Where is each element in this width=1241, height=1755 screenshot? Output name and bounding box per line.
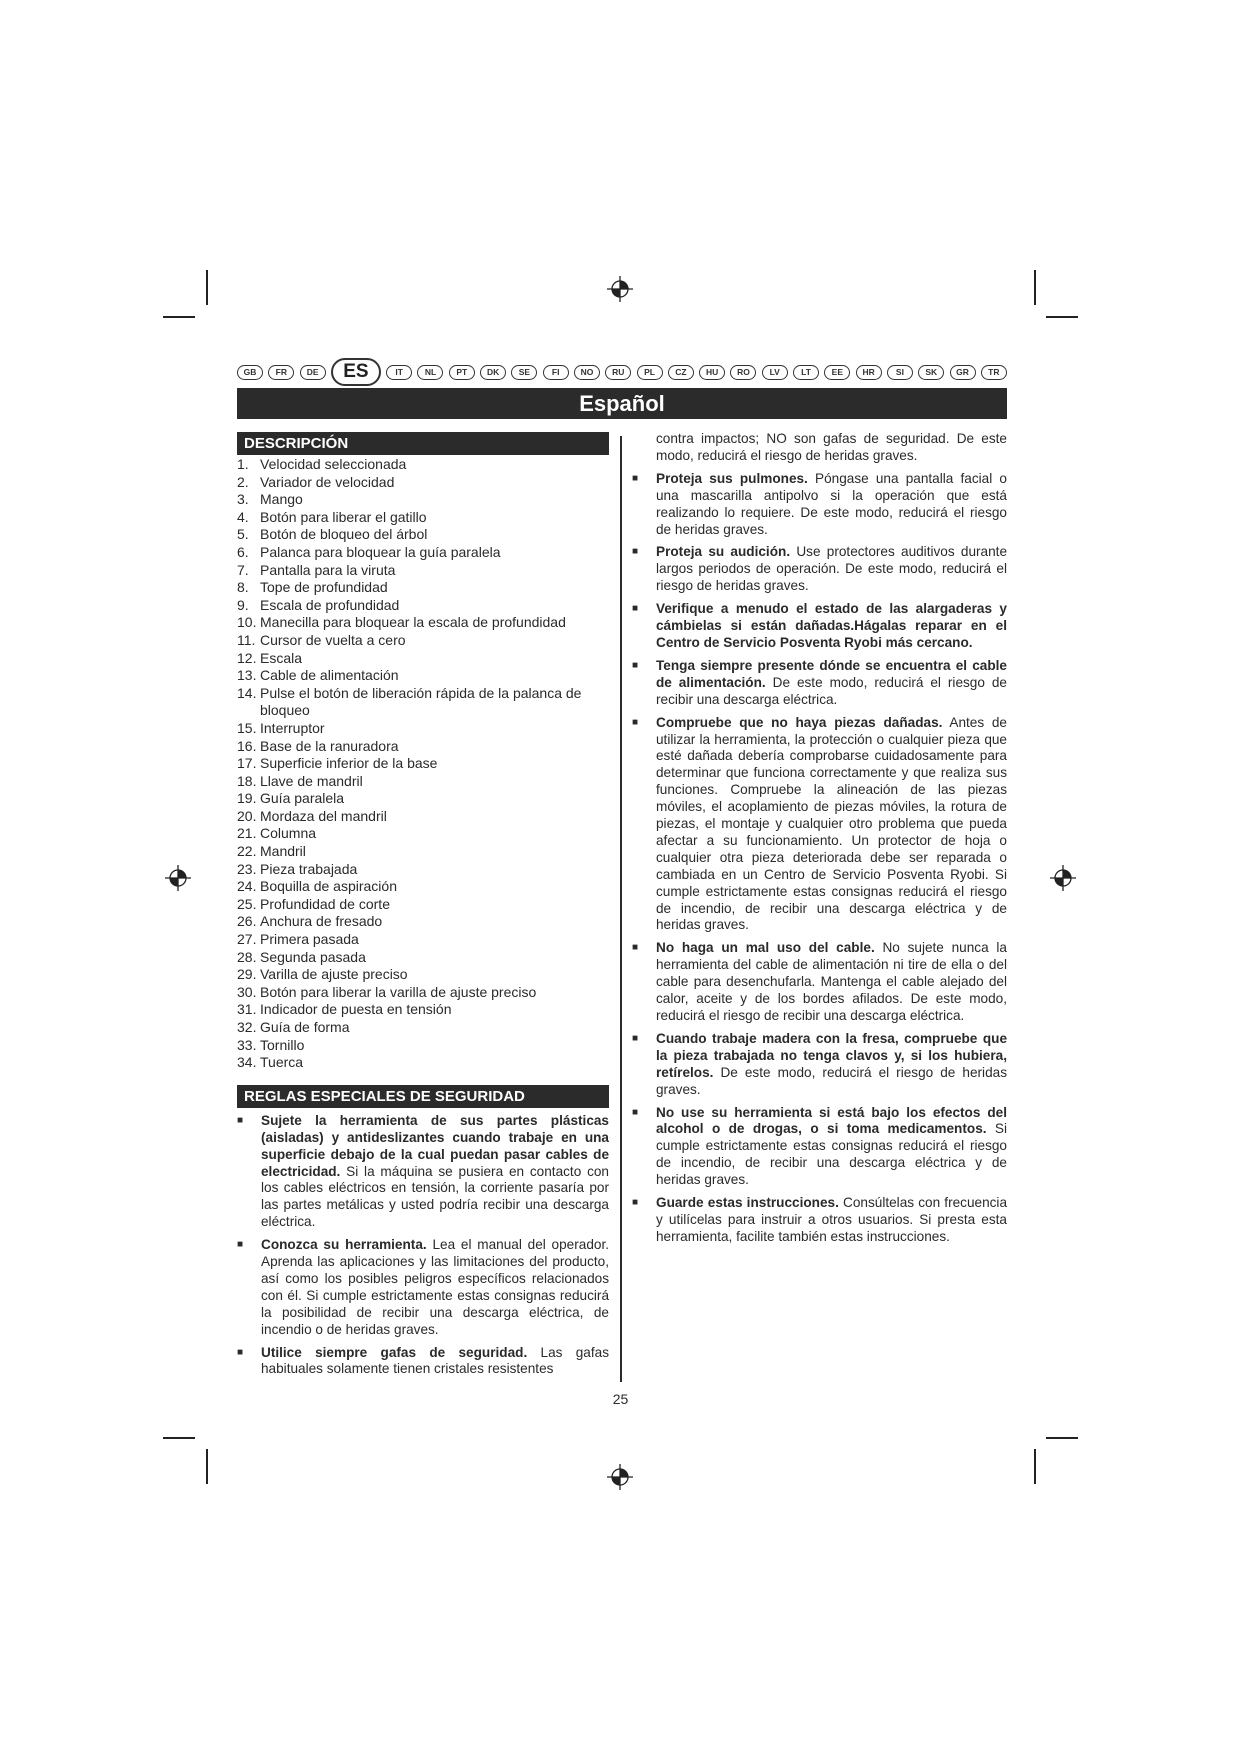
page-number: 25 bbox=[612, 1391, 629, 1407]
safety-rules-right bbox=[632, 471, 1007, 1246]
language-badge-de: DE bbox=[300, 365, 326, 380]
list-item bbox=[237, 913, 609, 931]
item-label: Tope de profundidad bbox=[260, 579, 388, 596]
registration-crosshair-icon bbox=[165, 865, 191, 891]
square-bullet-icon: ■ bbox=[632, 942, 639, 954]
rule-body: Antes de utilizar la herramienta, la protección o cualquier pieza que esté dañada debería comprobarse cuidadosamente para determinar que funciona correctamente y que realiza sus funciones. Compruebe la alineación de las piezas móviles, el acoplamiento de piezas móviles, la rotura de piezas, el montaje y cualquier otro problema que pueda afectar a su funcionamiento. Un protector de hoja o cualquier otra pieza deteriorada debe ser reparada o cambiada en un Centro de Servicio Posventa Ryobi. Si cumple estrictamente estas consignas reducirá el riesgo de incendio, de recibir una descarga eléctrica y de heridas graves. bbox=[656, 714, 1007, 933]
safety-rule bbox=[632, 715, 1007, 935]
language-badge-no: NO bbox=[574, 365, 600, 380]
item-label: Base de la ranuradora bbox=[260, 737, 399, 754]
language-badge-pl: PL bbox=[637, 365, 663, 380]
item-label: Pantalla para la viruta bbox=[260, 561, 396, 578]
item-label: Llave de mandril bbox=[260, 772, 363, 789]
item-number: 7. bbox=[237, 561, 249, 578]
list-item bbox=[237, 544, 609, 562]
safety-rule bbox=[237, 1237, 609, 1338]
item-label: Variador de velocidad bbox=[260, 473, 395, 490]
item-number: 22. bbox=[237, 843, 257, 860]
item-label: Columna bbox=[260, 825, 317, 842]
item-number: 29. bbox=[237, 966, 257, 983]
item-label: Tuerca bbox=[260, 1054, 304, 1071]
item-number: 17. bbox=[237, 755, 257, 772]
item-label: Anchura de fresado bbox=[260, 913, 383, 930]
language-badge-sk: SK bbox=[918, 365, 944, 380]
item-label: Palanca para bloquear la guía paralela bbox=[260, 543, 501, 560]
rule-lead: Utilice siempre gafas de seguridad. bbox=[261, 1344, 528, 1360]
item-label: Mandril bbox=[260, 843, 306, 860]
list-item bbox=[237, 843, 609, 861]
page-title: Español bbox=[237, 388, 1007, 419]
item-label: Pieza trabajada bbox=[260, 860, 358, 877]
rule-lead: Conozca su herramienta. bbox=[261, 1237, 427, 1253]
item-number: 20. bbox=[237, 807, 257, 824]
list-item bbox=[237, 878, 609, 896]
item-label: Botón de bloqueo del árbol bbox=[260, 526, 428, 543]
registration-crosshair-icon bbox=[607, 1464, 633, 1490]
list-item bbox=[237, 456, 609, 474]
list-item bbox=[237, 562, 609, 580]
language-badge-hu: HU bbox=[699, 365, 725, 380]
crop-mark bbox=[206, 1449, 208, 1484]
square-bullet-icon: ■ bbox=[237, 1346, 244, 1358]
square-bullet-icon: ■ bbox=[632, 546, 639, 558]
list-item bbox=[237, 632, 609, 650]
rule-text bbox=[656, 471, 1007, 539]
item-label: Botón para liberar el gatillo bbox=[260, 508, 427, 525]
crop-mark bbox=[1046, 1437, 1078, 1439]
item-number: 19. bbox=[237, 790, 257, 807]
item-number: 4. bbox=[237, 508, 249, 525]
registration-crosshair-icon bbox=[1050, 865, 1076, 891]
language-badge-ru: RU bbox=[605, 365, 631, 380]
language-badge-it: IT bbox=[386, 365, 412, 380]
language-selector bbox=[237, 358, 1007, 386]
rule-body: No sujete nunca la herramienta del cable de alimentación ni tire de ella o del cable para desenchufarla. Mantenga el cable alejado del calor, aceite y de los bordes afilados. De este modo, reducirá el riesgo de recibir una descarga eléctrica. bbox=[656, 940, 1007, 1023]
item-number: 1. bbox=[237, 456, 249, 472]
list-item bbox=[237, 738, 609, 756]
item-number: 27. bbox=[237, 931, 257, 948]
item-label: Escala de profundidad bbox=[260, 596, 400, 613]
rule-text bbox=[261, 1345, 609, 1379]
language-badge-pt: PT bbox=[449, 365, 475, 380]
crop-mark bbox=[163, 1437, 195, 1439]
item-label: Interruptor bbox=[260, 719, 325, 736]
rule-lead: Cuando trabaje madera con la fresa, compruebe que la pieza trabajada no tenga clavos y, si los hubiera, retírelos. bbox=[656, 1030, 1007, 1080]
item-number: 24. bbox=[237, 878, 257, 895]
crop-mark bbox=[1034, 270, 1036, 305]
item-label: Segunda pasada bbox=[260, 948, 366, 965]
item-label: Cable de alimentación bbox=[260, 667, 399, 684]
item-label: Profundidad de corte bbox=[260, 895, 390, 912]
rule-body: Use protectores auditivos durante largos periodos de operación. De este modo, reducirá el riesgo de heridas graves. bbox=[656, 544, 1008, 594]
rule-body: Póngase una pantalla facial o una mascarilla antipolvo si la operación que está realizando lo requiere. De este modo, reducirá el riesgo de heridas graves. bbox=[656, 470, 1007, 537]
list-item bbox=[237, 526, 609, 544]
item-label: Botón para liberar la varilla de ajuste preciso bbox=[260, 983, 537, 1000]
item-number: 32. bbox=[237, 1019, 257, 1035]
item-label: Guía de forma bbox=[260, 1019, 350, 1035]
rule-text bbox=[656, 1031, 1007, 1099]
rule-text bbox=[656, 601, 1007, 652]
item-label: Guía paralela bbox=[260, 790, 345, 807]
rule-lead: Proteja su audición. bbox=[656, 544, 791, 560]
safety-rule bbox=[632, 658, 1007, 709]
item-number: 31. bbox=[237, 1001, 257, 1018]
item-number: 25. bbox=[237, 895, 257, 912]
item-number: 5. bbox=[237, 526, 249, 543]
rule-text bbox=[656, 940, 1007, 1025]
square-bullet-icon: ■ bbox=[632, 1197, 639, 1209]
rule-continuation: contra impactos; NO son gafas de seguridad. De este modo, reducirá el riesgo de heridas graves. bbox=[656, 431, 1007, 463]
item-label: Velocidad seleccionada bbox=[260, 456, 407, 472]
item-number: 12. bbox=[237, 649, 257, 666]
language-badge-dk: DK bbox=[480, 365, 506, 380]
left-column bbox=[237, 432, 609, 1384]
item-label: Superficie inferior de la base bbox=[260, 755, 438, 772]
safety-rule bbox=[632, 1105, 1007, 1190]
safety-rule bbox=[632, 1195, 1007, 1246]
language-badge-cz: CZ bbox=[668, 365, 694, 380]
item-number: 16. bbox=[237, 737, 257, 754]
square-bullet-icon: ■ bbox=[632, 1106, 639, 1118]
item-number: 34. bbox=[237, 1054, 257, 1071]
registration-crosshair-icon bbox=[607, 276, 633, 302]
column-divider bbox=[620, 436, 622, 1382]
rule-text bbox=[261, 1113, 609, 1231]
item-label: Mordaza del mandril bbox=[260, 807, 387, 824]
list-item bbox=[237, 808, 609, 826]
item-number: 18. bbox=[237, 772, 257, 789]
language-badge-fr: FR bbox=[268, 365, 294, 380]
rule-lead: Compruebe que no haya piezas dañadas. bbox=[656, 714, 943, 730]
crop-mark bbox=[1046, 316, 1078, 318]
language-badge-lv: LV bbox=[762, 365, 788, 380]
language-badge-nl: NL bbox=[417, 365, 443, 380]
language-badge-tr: TR bbox=[981, 365, 1007, 380]
crop-mark bbox=[206, 270, 208, 305]
safety-rules-left bbox=[237, 1113, 609, 1379]
list-item bbox=[237, 1001, 609, 1019]
item-number: 2. bbox=[237, 473, 249, 490]
item-label: Primera pasada bbox=[260, 931, 359, 948]
list-item bbox=[237, 1019, 609, 1037]
list-item bbox=[237, 579, 609, 597]
language-badge-hr: HR bbox=[856, 365, 882, 380]
crop-mark bbox=[163, 316, 195, 318]
safety-rule bbox=[632, 940, 1007, 1025]
square-bullet-icon: ■ bbox=[237, 1239, 244, 1251]
language-badge-lt: LT bbox=[793, 365, 819, 380]
item-number: 10. bbox=[237, 614, 257, 631]
rule-body: De este modo, reducirá el riesgo de recibir una descarga eléctrica. bbox=[656, 674, 1007, 707]
item-label: Tornillo bbox=[260, 1036, 305, 1053]
list-item bbox=[237, 861, 609, 879]
list-item bbox=[237, 685, 609, 720]
language-badge-ro: RO bbox=[730, 365, 756, 380]
description-heading: DESCRIPCIÓN bbox=[237, 432, 609, 455]
rule-lead: No use su herramienta si está bajo los efectos del alcohol o de drogas, o si toma medicamentos. bbox=[656, 1104, 1007, 1137]
square-bullet-icon: ■ bbox=[632, 472, 639, 484]
list-item bbox=[237, 491, 609, 509]
safety-rule bbox=[632, 544, 1007, 595]
safety-rule bbox=[632, 1031, 1007, 1099]
item-number: 6. bbox=[237, 543, 249, 560]
language-badge-gr: GR bbox=[950, 365, 976, 380]
rule-body: De este modo, reducirá el riesgo de heridas graves. bbox=[656, 1064, 1007, 1097]
item-number: 13. bbox=[237, 667, 257, 684]
safety-rule bbox=[632, 601, 1007, 652]
item-number: 23. bbox=[237, 860, 257, 877]
item-label: Manecilla para bloquear la escala de profundidad bbox=[260, 614, 566, 631]
rule-text bbox=[656, 1195, 1007, 1246]
item-label: Escala bbox=[260, 649, 303, 666]
list-item bbox=[237, 667, 609, 685]
item-number: 14. bbox=[237, 684, 257, 701]
item-number: 8. bbox=[237, 579, 249, 596]
item-label: Indicador de puesta en tensión bbox=[260, 1001, 452, 1018]
rule-text bbox=[656, 715, 1007, 935]
rule-lead: Tenga siempre presente dónde se encuentra el cable de alimentación. bbox=[656, 657, 1007, 690]
language-badge-gb: GB bbox=[237, 365, 263, 380]
item-label: Boquilla de aspiración bbox=[260, 878, 397, 895]
rule-text bbox=[261, 1237, 609, 1338]
item-number: 15. bbox=[237, 719, 257, 736]
crop-mark bbox=[1034, 1449, 1036, 1484]
item-number: 33. bbox=[237, 1036, 257, 1053]
language-badge-ee: EE bbox=[824, 365, 850, 380]
list-item bbox=[237, 949, 609, 967]
item-number: 28. bbox=[237, 948, 257, 965]
square-bullet-icon: ■ bbox=[632, 716, 639, 728]
list-item bbox=[237, 984, 609, 1002]
rule-body: Consúltelas con frecuencia y utilícelas para instruir a otros usuarios. Si presta esta herramienta, facilite también estas instrucciones. bbox=[656, 1195, 1008, 1244]
list-item bbox=[237, 509, 609, 527]
list-item bbox=[237, 790, 609, 808]
item-number: 11. bbox=[237, 631, 256, 648]
item-label: Pulse el botón de liberación rápida de la palanca de bloqueo bbox=[260, 684, 582, 719]
list-item bbox=[237, 474, 609, 492]
list-item bbox=[237, 773, 609, 791]
item-number: 30. bbox=[237, 983, 257, 1000]
list-item bbox=[237, 966, 609, 984]
rule-text bbox=[656, 1105, 1007, 1190]
rule-lead: Sujete la herramienta de sus partes plásticas (aisladas) y antideslizantes cuando trabaje en una superficie debajo de la cual puedan pasar cables de electricidad. bbox=[261, 1112, 609, 1179]
language-badge-es: ES bbox=[331, 358, 381, 386]
rule-lead: Guarde estas instrucciones. bbox=[656, 1195, 839, 1211]
language-badge-fi: FI bbox=[543, 365, 569, 380]
description-list bbox=[237, 456, 609, 1072]
list-item bbox=[237, 720, 609, 738]
list-item bbox=[237, 755, 609, 773]
list-item bbox=[237, 896, 609, 914]
safety-rule bbox=[237, 1345, 609, 1379]
safety-heading: REGLAS ESPECIALES DE SEGURIDAD bbox=[237, 1085, 609, 1108]
list-item bbox=[237, 931, 609, 949]
item-number: 9. bbox=[237, 596, 249, 613]
language-badge-si: SI bbox=[887, 365, 913, 380]
safety-rule bbox=[237, 1113, 609, 1231]
rule-lead: Verifique a menudo el estado de las alargaderas y cámbielas si están dañadas.Hágalas reparar en el Centro de Servicio Posventa Ryobi más cercano. bbox=[656, 601, 1007, 650]
item-label: Varilla de ajuste preciso bbox=[260, 966, 408, 983]
square-bullet-icon: ■ bbox=[237, 1114, 244, 1126]
language-badge-se: SE bbox=[511, 365, 537, 380]
list-item bbox=[237, 614, 609, 632]
rule-text bbox=[656, 658, 1007, 709]
rule-body: Si la máquina se pusiera en contacto con los cables eléctricos en tensión, la corriente pasaría por las partes metálicas y usted podría recibir una descarga eléctrica. bbox=[261, 1163, 609, 1230]
list-item bbox=[237, 597, 609, 615]
rule-body: Las gafas habituales solamente tienen cristales resistentes bbox=[261, 1344, 609, 1377]
rule-body: Lea el manual del operador. Aprenda las aplicaciones y las limitaciones del producto, así como los posibles peligros específicos relacionados con él. Si cumple estrictamente estas consignas reducirá la posibilidad de recibir una descarga eléctrica, de incendio o de heridas graves. bbox=[261, 1237, 609, 1337]
rule-text bbox=[656, 544, 1007, 595]
item-number: 26. bbox=[237, 913, 257, 930]
safety-rule bbox=[632, 471, 1007, 539]
square-bullet-icon: ■ bbox=[632, 1032, 639, 1044]
square-bullet-icon: ■ bbox=[632, 659, 639, 671]
square-bullet-icon: ■ bbox=[632, 603, 639, 615]
list-item bbox=[237, 650, 609, 668]
list-item bbox=[237, 1037, 609, 1055]
item-number: 3. bbox=[237, 491, 249, 508]
rule-lead: No haga un mal uso del cable. bbox=[656, 940, 875, 956]
item-label: Mango bbox=[260, 491, 303, 508]
item-number: 21. bbox=[237, 825, 257, 842]
list-item bbox=[237, 1054, 609, 1072]
rule-lead: Proteja sus pulmones. bbox=[656, 470, 808, 486]
list-item bbox=[237, 825, 609, 843]
item-label: Cursor de vuelta a cero bbox=[260, 631, 406, 648]
right-column bbox=[632, 431, 1007, 1252]
rule-body: Si cumple estrictamente estas consignas reducirá el riesgo de incendio, de recibir una descarga eléctrica y de heridas graves. bbox=[656, 1121, 1007, 1188]
